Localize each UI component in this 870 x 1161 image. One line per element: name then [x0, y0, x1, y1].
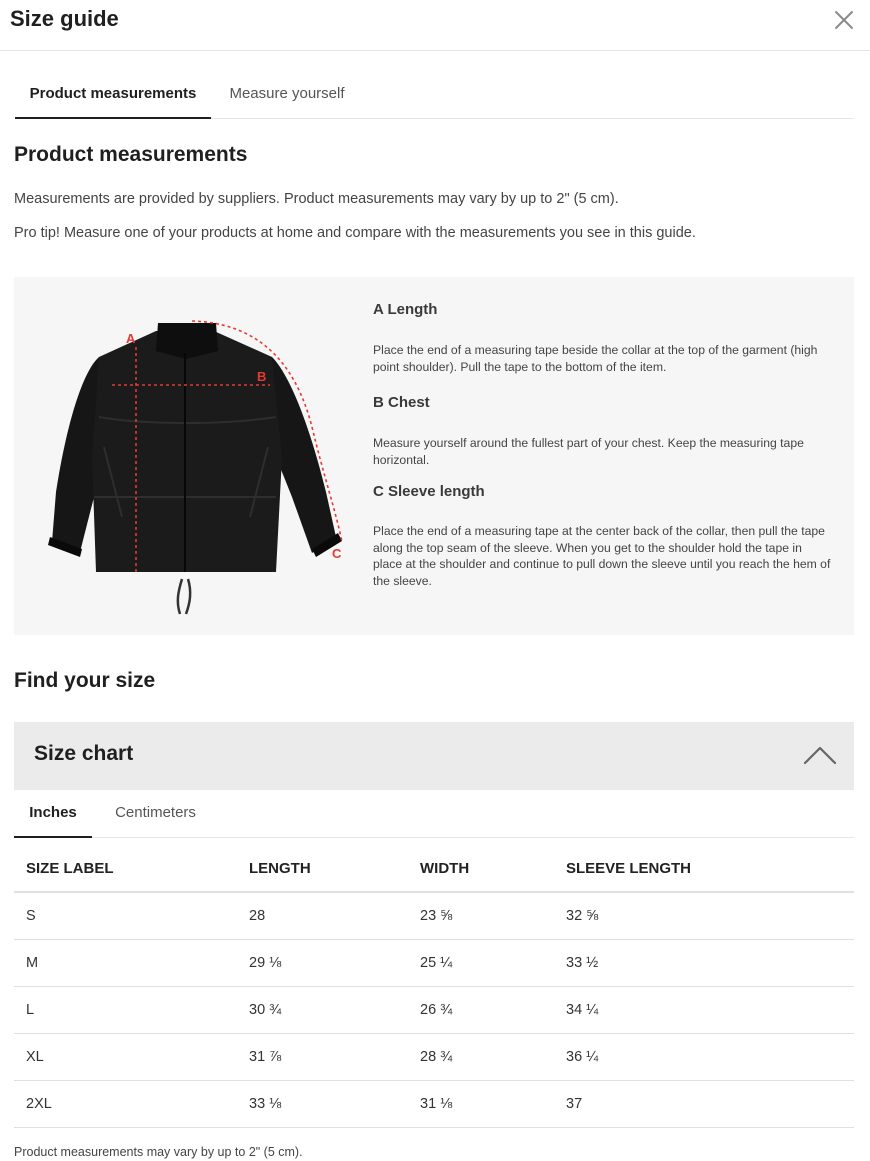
marker-b: B	[257, 369, 267, 384]
sleeve-length-title: C Sleeve length	[373, 483, 485, 500]
table-header-row	[14, 845, 854, 892]
tab-measure-yourself[interactable]: Measure yourself	[229, 85, 345, 102]
table-cell: XL	[14, 1033, 237, 1080]
column-header: WIDTH	[408, 845, 554, 892]
column-header: SIZE LABEL	[14, 845, 237, 892]
size-chart-title: Size chart	[34, 742, 134, 765]
table-cell: 25 ¼	[408, 939, 554, 986]
length-description: Place the end of a measuring tape beside the collar at the top of the garment (high point shoulder). Pull the tape to the bottom of the item.	[373, 343, 818, 374]
table-cell: 36 ¼	[554, 1033, 854, 1080]
table-cell: 2XL	[14, 1080, 237, 1127]
sleeve-length-description: Place the end of a measuring tape at the center back of the collar, then pull the tape along the top seam of the sleeve. When you get to the shoulder hold the tape in place at the shoulder and continue to pull down the sleeve until you reach the hem of the sleeve.	[373, 524, 831, 588]
column-header: SLEEVE LENGTH	[554, 845, 854, 892]
table-cell: 30 ¾	[237, 986, 408, 1033]
size-table	[14, 845, 854, 1128]
column-header: LENGTH	[237, 845, 408, 892]
table-cell: 31 ⅞	[237, 1033, 408, 1080]
chest-title: B Chest	[373, 394, 430, 411]
tab-centimeters[interactable]: Centimeters	[115, 804, 196, 821]
jacket-diagram	[44, 317, 354, 617]
tab-inches[interactable]: Inches	[14, 792, 92, 838]
intro-text: Measurements are provided by suppliers. Product measurements may vary by up to 2" (5 cm).	[14, 191, 619, 207]
chevron-up-icon[interactable]	[803, 745, 837, 765]
product-measurements-heading: Product measurements	[14, 143, 248, 166]
tab-product-measurements[interactable]: Product measurements	[15, 72, 211, 119]
size-chart-accordion[interactable]	[14, 722, 854, 790]
close-icon[interactable]	[832, 8, 856, 32]
table-cell: M	[14, 939, 237, 986]
table-cell: 31 ⅛	[408, 1080, 554, 1127]
table-cell: 26 ¾	[408, 986, 554, 1033]
table-cell: 33 ⅛	[237, 1080, 408, 1127]
table-cell: 28 ¾	[408, 1033, 554, 1080]
modal-title: Size guide	[10, 6, 119, 31]
table-cell: 29 ⅛	[237, 939, 408, 986]
modal-header	[0, 0, 870, 51]
table-cell: S	[14, 892, 237, 939]
pro-tip-text: Pro tip! Measure one of your products at home and compare with the measurements you see in this guide.	[14, 225, 696, 241]
marker-a: A	[126, 331, 136, 346]
marker-c: C	[332, 546, 342, 561]
table-cell: 34 ¼	[554, 986, 854, 1033]
table-cell: 37	[554, 1080, 854, 1127]
table-cell: 23 ⅝	[408, 892, 554, 939]
chest-description: Measure yourself around the fullest part of your chest. Keep the measuring tape horizontal.	[373, 436, 804, 467]
table-cell: L	[14, 986, 237, 1033]
guide-tabs	[15, 72, 854, 119]
footnote: Product measurements may vary by up to 2" (5 cm).	[14, 1145, 303, 1159]
table-cell: 28	[237, 892, 408, 939]
unit-tabs	[14, 792, 854, 838]
table-row	[14, 986, 854, 1033]
table-row	[14, 1033, 854, 1080]
table-row	[14, 1080, 854, 1127]
find-size-heading: Find your size	[14, 669, 156, 692]
measurement-panel	[14, 277, 854, 635]
table-cell: 33 ½	[554, 939, 854, 986]
length-title: A Length	[373, 301, 438, 318]
table-row	[14, 892, 854, 939]
table-row	[14, 939, 854, 986]
table-cell: 32 ⅝	[554, 892, 854, 939]
